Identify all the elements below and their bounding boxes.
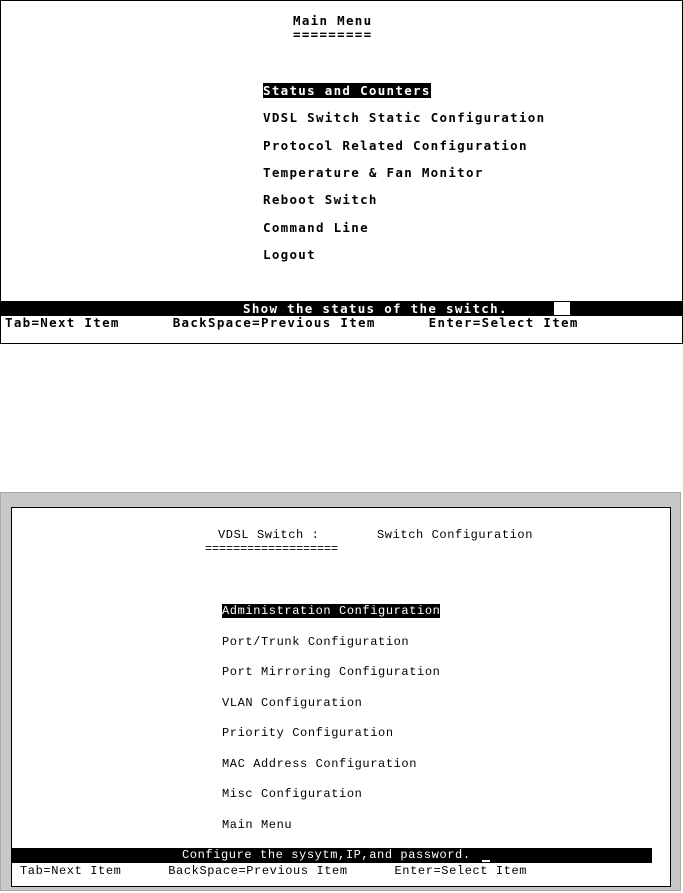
status-message: Configure the sysytm,IP,and password. (182, 848, 471, 862)
status-bar (12, 848, 652, 863)
menu-item-mac-address-configuration[interactable]: MAC Address Configuration (222, 757, 418, 771)
page-title: Switch Configuration (377, 528, 534, 542)
help-backspace: BackSpace=Previous Item (172, 315, 376, 330)
main-menu-terminal-screen (0, 0, 683, 344)
menu-item-port-trunk-configuration[interactable]: Port/Trunk Configuration (222, 635, 410, 649)
menu-item-main-menu[interactable]: Main Menu (222, 818, 293, 832)
help-bar (5, 315, 579, 330)
menu-item-vdsl-switch-static-configuration[interactable]: VDSL Switch Static Configuration (263, 110, 546, 125)
help-tab: Tab=Next Item (5, 315, 120, 330)
help-enter: Enter=Select Item (394, 864, 528, 878)
status-message: Show the status of the switch. (243, 301, 508, 316)
terminal-window-frame (0, 492, 681, 891)
menu-item-administration-configuration[interactable]: Administration Configuration (222, 604, 441, 618)
menu-item-protocol-related-configuration[interactable]: Protocol Related Configuration (263, 138, 528, 153)
menu-item-logout[interactable]: Logout (263, 247, 316, 262)
help-tab: Tab=Next Item (20, 864, 122, 878)
menu-item-temperature-fan-monitor[interactable]: Temperature & Fan Monitor (263, 165, 484, 180)
header-device-label: VDSL Switch : (218, 528, 320, 542)
menu-item-priority-configuration[interactable]: Priority Configuration (222, 726, 394, 740)
menu-item-reboot-switch[interactable]: Reboot Switch (263, 192, 378, 207)
text-cursor (554, 302, 570, 315)
menu-item-vlan-configuration[interactable]: VLAN Configuration (222, 696, 363, 710)
menu-item-status-and-counters[interactable]: Status and Counters (263, 83, 431, 98)
switch-configuration-terminal-screen (11, 507, 671, 887)
status-bar (1, 301, 682, 316)
help-enter: Enter=Select Item (428, 315, 579, 330)
text-cursor (482, 860, 490, 862)
help-bar (20, 864, 527, 878)
menu-item-command-line[interactable]: Command Line (263, 220, 369, 235)
menu-item-port-mirroring-configuration[interactable]: Port Mirroring Configuration (222, 665, 441, 679)
page-title: Main Menu (293, 13, 373, 28)
header-underline: =================== (205, 542, 339, 556)
menu-item-misc-configuration[interactable]: Misc Configuration (222, 787, 363, 801)
title-underline: ========= (293, 27, 373, 42)
help-backspace: BackSpace=Previous Item (168, 864, 348, 878)
